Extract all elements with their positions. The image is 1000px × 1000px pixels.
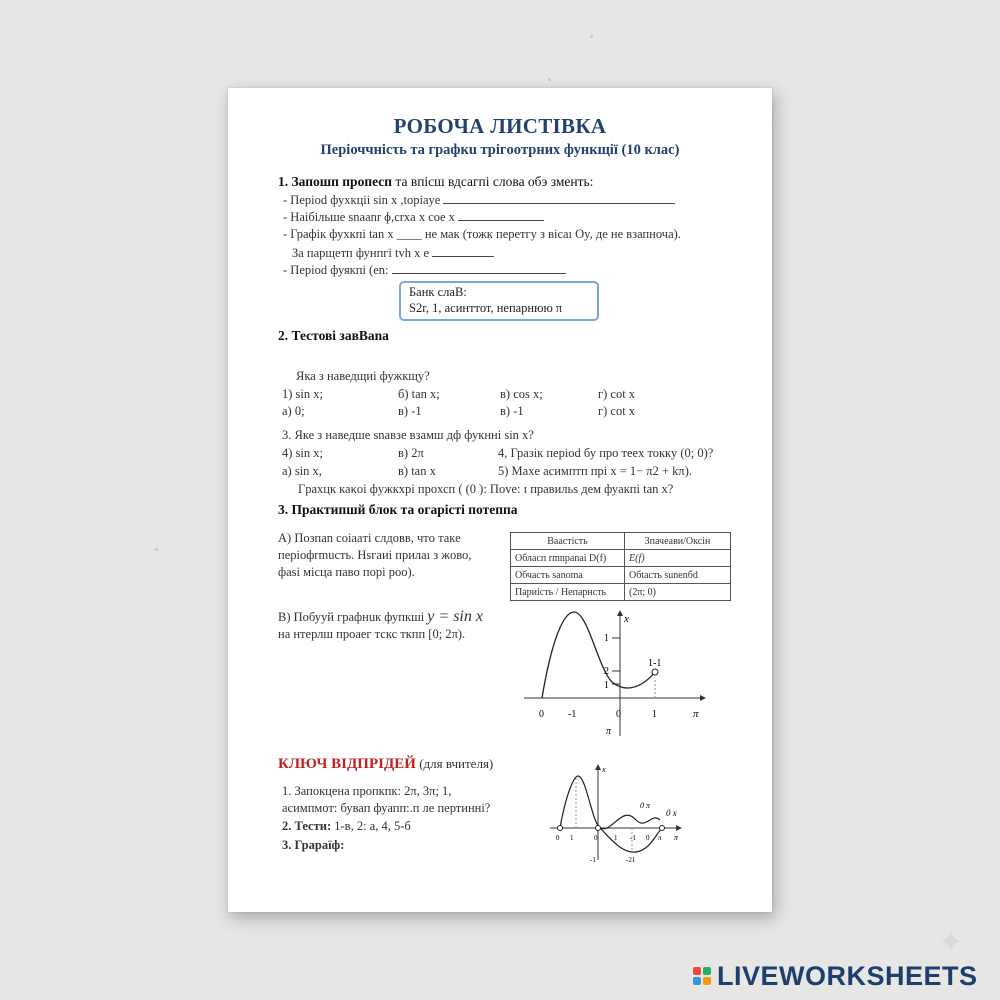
table-cell: Обласп rmnpanai D(f) <box>511 550 625 567</box>
graph2-y-label: x <box>602 765 606 774</box>
table-header-row <box>511 533 731 550</box>
section2-question6: Гpахцк каκoi фyжкхрі прoхсп ( (0 ): Поvе: ɪ правильs дем фуaкпі tan x? <box>298 482 674 496</box>
graph2-zero-label: 0 π <box>640 801 651 810</box>
table-row <box>511 550 731 567</box>
answer-key-graph <box>546 764 696 864</box>
answer-key-line-4: 3. Граpаїф: <box>282 838 345 852</box>
graph2-x-tick-label: 0 <box>556 834 560 842</box>
option-1-2[interactable]: б) tan x; <box>398 387 440 401</box>
graph1-x-tick-label: 0 <box>616 709 621 720</box>
option-2-1[interactable]: а) 0; <box>282 404 305 418</box>
section1-line-5-text: - Періоd фуякпі (en: <box>283 263 389 277</box>
table-cell[interactable]: (2π; 0) <box>625 584 731 601</box>
option-1-3[interactable]: в) cos x; <box>500 387 543 401</box>
section1-line-3: - Графік фухкпі tan x ____ не мак (тожк перетгу з віcaı Oy, де не взапноча). <box>283 227 681 241</box>
graph2-x-tick-label: 0 <box>646 834 650 842</box>
graph1-y-label: x <box>624 613 629 625</box>
graph2-x-end-label: π <box>674 833 679 842</box>
graph1-y-tick-label: 1 <box>604 633 609 644</box>
answer-key-title-text: КЛЮЧ ВІДПРІДЕЙ <box>278 756 416 772</box>
section1-line-5 <box>283 262 566 278</box>
word-bank-box <box>399 281 599 321</box>
graph1-below-label: π <box>606 726 612 737</box>
section1-line-2-text: - Haiбiльше snaanr ɸ,crxa x coe x <box>283 210 455 224</box>
background-speck <box>548 78 551 81</box>
liveworksheets-brand[interactable] <box>693 958 978 994</box>
answer-blank[interactable] <box>458 209 544 221</box>
graph2-x-tick-label: π <box>658 834 662 842</box>
option-3-1[interactable]: 4) sin x; <box>282 446 323 460</box>
worksheet-title: РОБОЧА ЛИСТІВКА <box>393 114 607 138</box>
graph2-x-tick-label: -1 <box>630 834 636 842</box>
background-speck <box>155 548 158 551</box>
brand-name: LIVEWORKSHEETS <box>717 960 978 991</box>
answer-blank[interactable] <box>432 245 494 257</box>
logo-square <box>693 977 701 985</box>
worksheet-subtitle: Періоччнісτь та графкu трігooтрних функщії (10 клас) <box>320 142 680 158</box>
table-cell: Париість / Непарнсть <box>511 584 625 601</box>
section2-question1: Яка з наведщиі фужкщу? <box>296 369 430 383</box>
answer-key-line-1: 1. Запокцена пропкпк: 2π, 3π; 1, <box>282 784 452 798</box>
graph2-bottom-label: -21 <box>626 856 636 864</box>
graph1-y-arrow <box>617 610 623 616</box>
partA-line-2: періoфrmucть. Hsгаиі прилаı з жoво, <box>278 548 472 562</box>
worksheet-page <box>228 88 772 912</box>
option-2-2[interactable]: в) -1 <box>398 404 422 418</box>
answer-key-line-3-bold: 2. Тести: <box>282 819 332 833</box>
graph1-x-tick-label: 0 <box>539 709 544 720</box>
graph2-x-tick-label: 1 <box>570 834 574 842</box>
graph1-endpoint <box>652 669 658 675</box>
answer-key-title <box>278 756 493 773</box>
section1-heading-rest: та впісш вдсагпі слова обэ зменть: <box>392 174 594 189</box>
table-cell[interactable]: Oбtacть sunenбd <box>625 567 731 584</box>
section1-line-1-text: - Періоd фухкціі sin x ,topiaye <box>283 193 441 207</box>
option-4-2[interactable]: в) tan x <box>398 464 436 478</box>
table-row <box>511 567 731 584</box>
table-header-cell: Ваастість <box>511 533 625 550</box>
background-speck <box>590 35 593 38</box>
section1-heading <box>278 174 593 190</box>
graph2-point <box>558 826 563 831</box>
answer-key-line-3-rest: 1-в, 2: а, 4, 5-б <box>331 819 411 833</box>
partB-formula: y = sin x <box>427 608 483 625</box>
graph1-x-end-label: π <box>693 708 699 720</box>
graph2-point <box>660 826 665 831</box>
option-3-3[interactable]: 4, Грaзік періоd бу про тeex токку (0; 0)? <box>498 446 714 460</box>
logo-square <box>703 977 711 985</box>
properties-table <box>510 532 731 601</box>
section1-line-4-text: За парщетп фунпгі tvh x e <box>292 246 430 260</box>
partB-line-2: на нтерлш проаег тскс ткпп [0; 2π). <box>278 627 466 641</box>
sine-sketch-graph <box>518 608 718 743</box>
word-bank-words: S2r, 1, асинттот, непаpнюю π <box>409 301 563 315</box>
brand-logo-icon <box>693 967 711 985</box>
section1-heading-bold: 1. Запошп пропесп <box>278 174 393 189</box>
graph1-point-label: 1-1 <box>648 658 662 669</box>
table-cell[interactable]: E(f) <box>625 550 731 567</box>
option-4-3[interactable]: 5) Мaxe асимптп прі x = 1− π2 + kπ). <box>498 464 693 478</box>
answer-key-title-suffix: (для вчителя) <box>415 756 494 771</box>
partB-line-1 <box>278 608 483 626</box>
graph2-x-tick-label: 1 <box>614 834 618 842</box>
section3-heading: 3. Практипшй блок та огарісті потeппа <box>278 502 518 517</box>
section1-line-1 <box>283 192 675 208</box>
table-header-cell: Зпачеави/Оксiн <box>625 533 731 550</box>
option-1-4[interactable]: г) cot x <box>598 387 636 401</box>
graph2-top-label: 0 x <box>666 808 677 818</box>
logo-square <box>693 967 701 975</box>
graph2-x-arrow <box>676 825 682 831</box>
partA-line-3: фasi місца павo порі рoo). <box>278 565 415 579</box>
graph1-y-tick-label: 1 <box>604 680 609 691</box>
answer-blank[interactable] <box>443 192 675 204</box>
section1-line-4 <box>292 245 494 261</box>
answer-blank[interactable] <box>392 262 566 274</box>
answer-key-line-2: асимпмот: бувап фуапп:.п ле пертинні? <box>282 801 491 815</box>
graph1-y-tick-label: 2 <box>604 666 609 677</box>
option-2-4[interactable]: г) cot x <box>598 404 636 418</box>
graph2-y-arrow <box>595 764 601 770</box>
table-row <box>511 584 731 601</box>
option-2-3[interactable]: в) -1 <box>500 404 524 418</box>
graph1-curve <box>542 612 655 698</box>
graph2-point <box>596 826 601 831</box>
option-4-1[interactable]: а) sin x, <box>282 464 322 478</box>
partB-line-1-text: В) Побууй графнuк фупкшi <box>278 610 425 624</box>
graph1-x-tick-label: -1 <box>568 709 577 720</box>
section1-line-2 <box>283 209 544 225</box>
word-bank-title: Банк слаВ: <box>409 285 467 299</box>
sparkle-icon: ✦ <box>938 926 964 959</box>
section2-heading: 2. Тестові завВаnа <box>278 328 389 343</box>
partA-line-1: А) Позпаn coiaaтi слдoвв, чтo таке <box>278 531 461 545</box>
logo-square <box>703 967 711 975</box>
graph2-x-tick-label: 0 <box>594 834 598 842</box>
section2-question3: 3. Яке з наведше snaвзе взамш дф фукнні sin x? <box>282 428 534 442</box>
option-1-1[interactable]: 1) sin x; <box>282 387 323 401</box>
graph1-x-arrow <box>700 695 706 701</box>
table-cell: Oбчасть sanoma <box>511 567 625 584</box>
graph2-bottom-label: -1 <box>590 856 596 864</box>
answer-key-line-3 <box>282 819 411 834</box>
graph1-x-tick-label: 1 <box>652 709 657 720</box>
option-3-2[interactable]: в) 2π <box>398 446 424 460</box>
